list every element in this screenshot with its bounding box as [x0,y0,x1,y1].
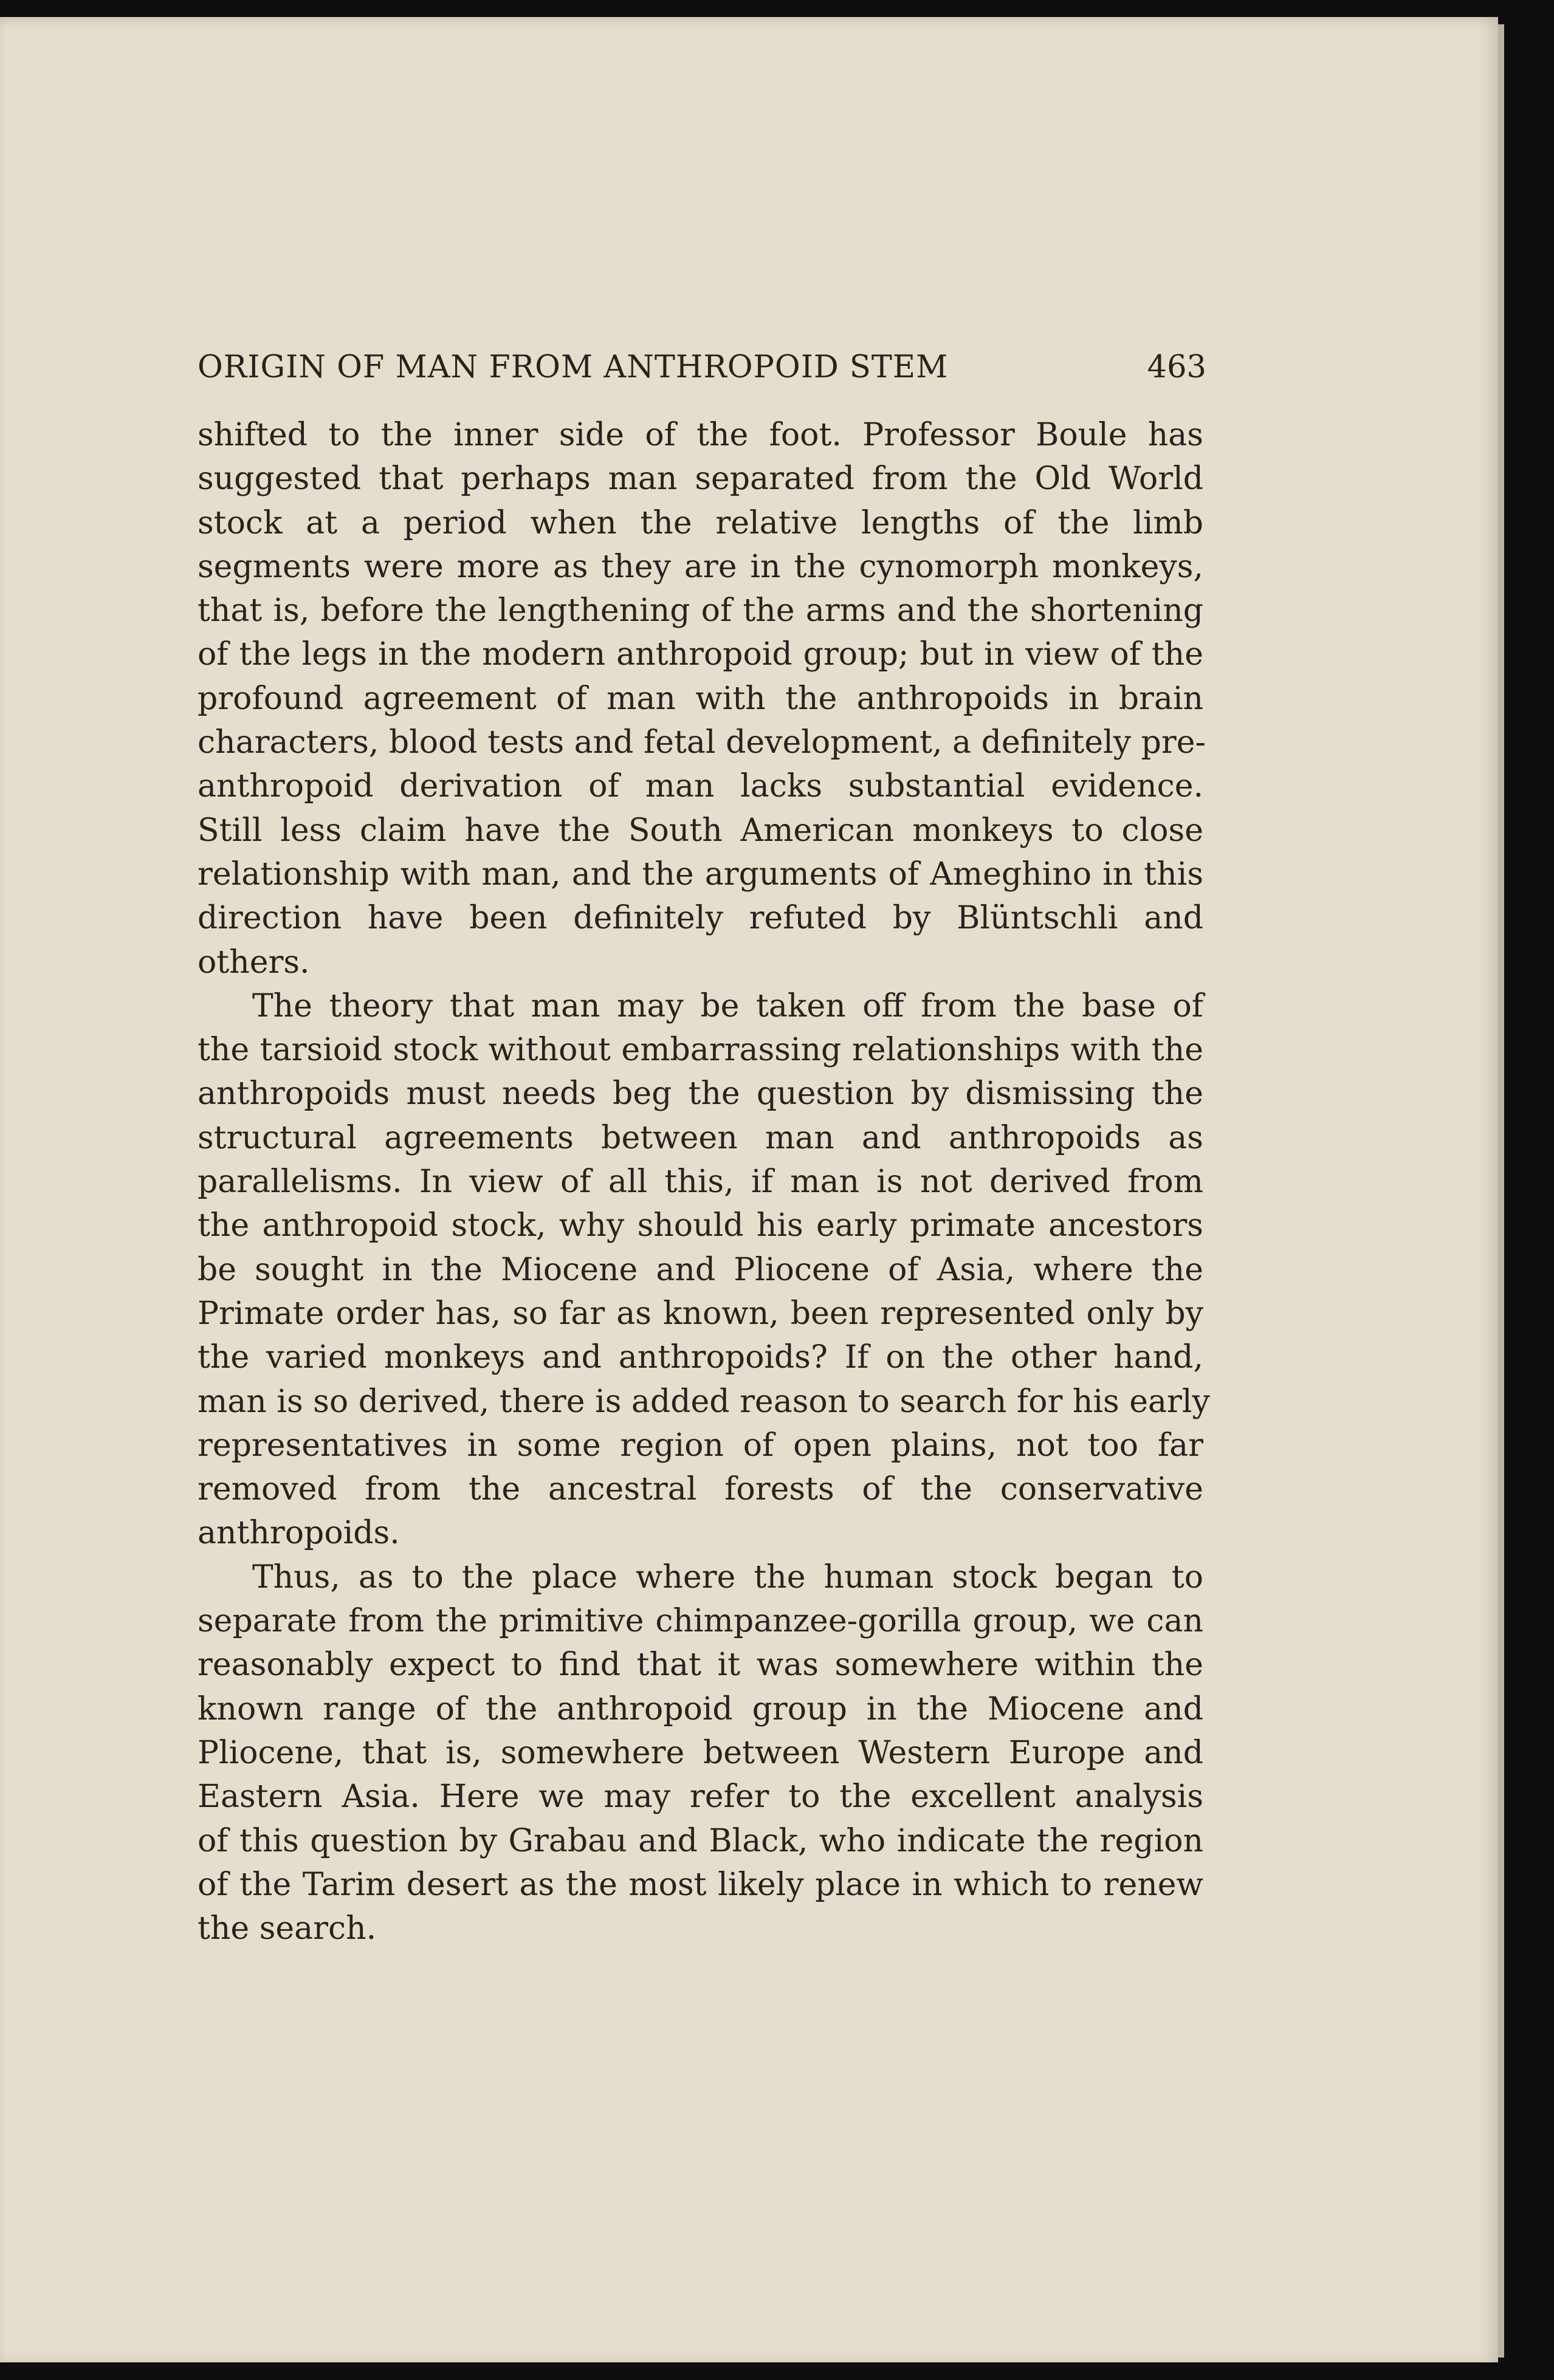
text-line: structural agreements between man and anthropoids as [198,1119,1203,1156]
running-head [198,349,1206,385]
text-line: the tarsioid stock without embarrassing relationships with the [198,1032,1203,1069]
text-line: Primate order has, so far as known, been represented only by [198,1295,1203,1332]
text-line: known range of the anthropoid group in the Miocene and [198,1690,1203,1727]
text-line: separate from the primitive chimpanzee-gorilla group, we can [198,1603,1203,1640]
paragraph-1 [198,413,1206,984]
text-line: removed from the ancestral forests of the conservative [198,1471,1203,1508]
text-line: anthropoids must needs beg the question by dismissing the [198,1075,1203,1113]
text-line: man is so derived, there is added reason to search for his early [198,1383,1210,1420]
text-line: be sought in the Miocene and Pliocene of Asia, where the [198,1251,1203,1288]
text-line: Eastern Asia. Here we may refer to the excellent analysis [198,1778,1203,1816]
text-line: representatives in some region of open plains, not too far [198,1427,1203,1464]
text-line: the search. [198,1910,377,1947]
paragraph-2 [198,984,1210,1555]
text-line: parallelisms. In view of all this, if man is not derived from [198,1164,1203,1201]
text-line: Thus, as to the place where the human stock began to [252,1559,1203,1596]
body-text [198,413,1210,1950]
text-line: Pliocene, that is, somewhere between Western Europe and [198,1734,1203,1771]
text-line: that is, before the lengthening of the arms and the shortening [198,592,1203,629]
text-line: others. [198,944,310,981]
text-line: profound agreement of man with the anthropoids in brain [198,680,1203,717]
text-line: shifted to the inner side of the foot. Professor Boule has [198,417,1203,453]
text-line: stock at a period when the relative lengths of the limb [198,504,1203,541]
text-line: relationship with man, and the arguments of Ameghino in this [198,856,1203,893]
text-line: Still less claim have the South American monkeys to close [198,812,1203,849]
text-line: of this question by Grabau and Black, who indicate the region [198,1822,1203,1859]
text-line: suggested that perhaps man separated from the Old World [198,461,1203,498]
page-number: 463 [1147,349,1206,385]
paragraph-3 [198,1555,1203,1951]
text-line: reasonably expect to find that it was somewhere within the [198,1647,1203,1684]
text-line: of the legs in the modern anthropoid group; but in view of the [198,636,1203,673]
page-edge [1498,24,1504,2358]
text-line: segments were more as they are in the cynomorph monkeys, [198,548,1203,585]
running-head-title: ORIGIN OF MAN FROM ANTHROPOID STEM [198,349,949,385]
text-line: the anthropoid stock, why should his early primate ancestors [198,1207,1203,1244]
text-line: The theory that man may be taken off from the base of [252,987,1203,1024]
text-line: characters, blood tests and fetal development, a definitely pre- [198,724,1206,761]
text-line: the varied monkeys and anthropoids? If on the other hand, [198,1339,1203,1376]
text-line: anthropoid derivation of man lacks substantial evidence. [198,768,1203,805]
text-line: of the Tarim desert as the most likely place in which to renew [198,1866,1203,1903]
text-line: anthropoids. [198,1515,400,1552]
text-line: direction have been definitely refuted by Blüntschli and [198,900,1203,937]
